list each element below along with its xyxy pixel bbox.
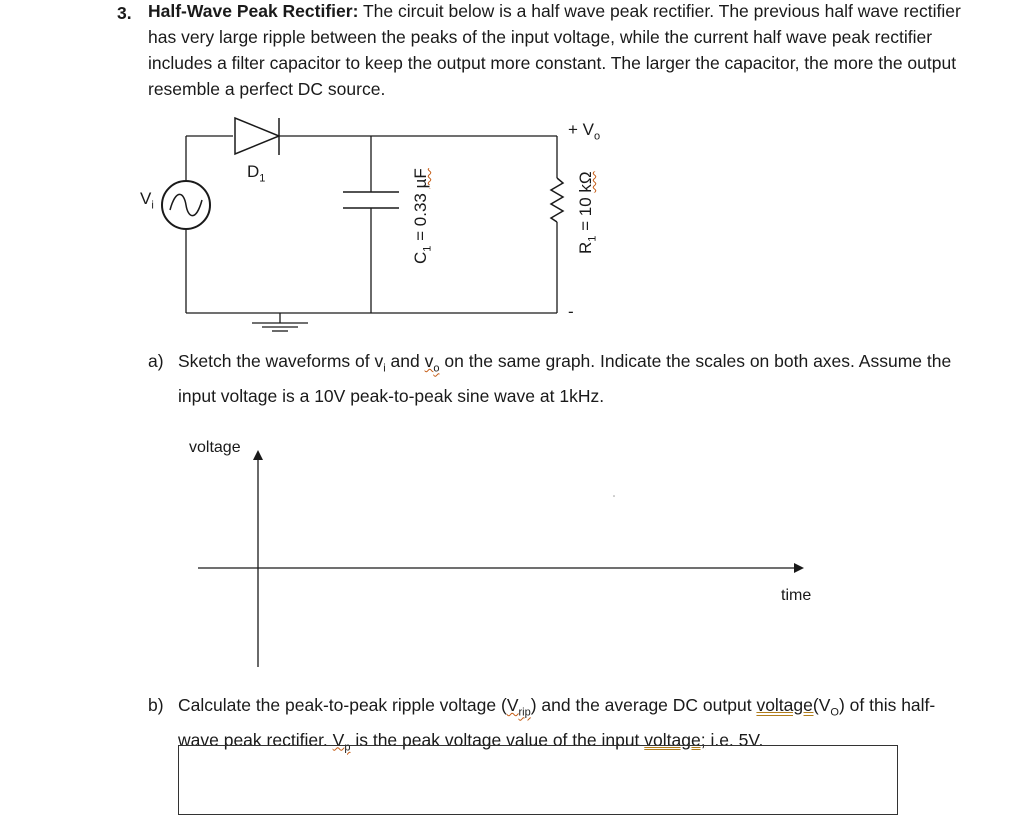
part-a-label: a): [148, 351, 164, 371]
part-a-text: Sketch the waveforms of $v_i$ and $v_o$ on the same graph. Indicate the scales on both axes. Assume the input voltage is a 10V peak-to-peak sine wave at 1kHz.: [178, 351, 952, 406]
question-number: 3.: [117, 3, 132, 23]
y-axis-arrow: [253, 450, 263, 460]
diode-label: $D_1$: [247, 162, 266, 185]
diode-triangle: [235, 118, 279, 154]
sine-wave-icon: [170, 194, 202, 215]
capacitor-label: $C_1 = 0.33$ µF: [411, 168, 434, 264]
resistor-zigzag: [551, 178, 563, 222]
stray-dot: [613, 495, 615, 497]
x-axis-arrow: [794, 563, 804, 573]
vo-plus-label: + $V_o$: [568, 120, 601, 143]
x-axis-label: time: [781, 587, 812, 604]
part-b-label: b): [148, 695, 164, 715]
resistor-label: $R_1 = 10$ kΩ: [576, 171, 599, 254]
question-text: The circuit below is a half wave peak rectifier. The previous half wave rectifier has very large ripple between the peaks of the input voltage, while the current half wave peak rectifier includes a filter capacitor to keep the output more constant. The larger the capacitor, the more the output resemble a perfect DC source.: [148, 1, 961, 99]
question-title: Half-Wave Peak Rectifier:: [148, 1, 359, 21]
vi-label: $V_i$: [140, 189, 154, 212]
vo-minus-label: -: [568, 302, 574, 321]
part-b-text: Calculate the peak-to-peak ripple voltage $(V_{rip})$ and the average DC output $voltage(V_O)$ of this half-wave peak rectifier. $V_p$ is the peak voltage value of the input voltage; i.e. 5V.: [178, 695, 936, 753]
answer-box[interactable]: [178, 745, 898, 815]
y-axis-label: voltage: [189, 439, 241, 456]
